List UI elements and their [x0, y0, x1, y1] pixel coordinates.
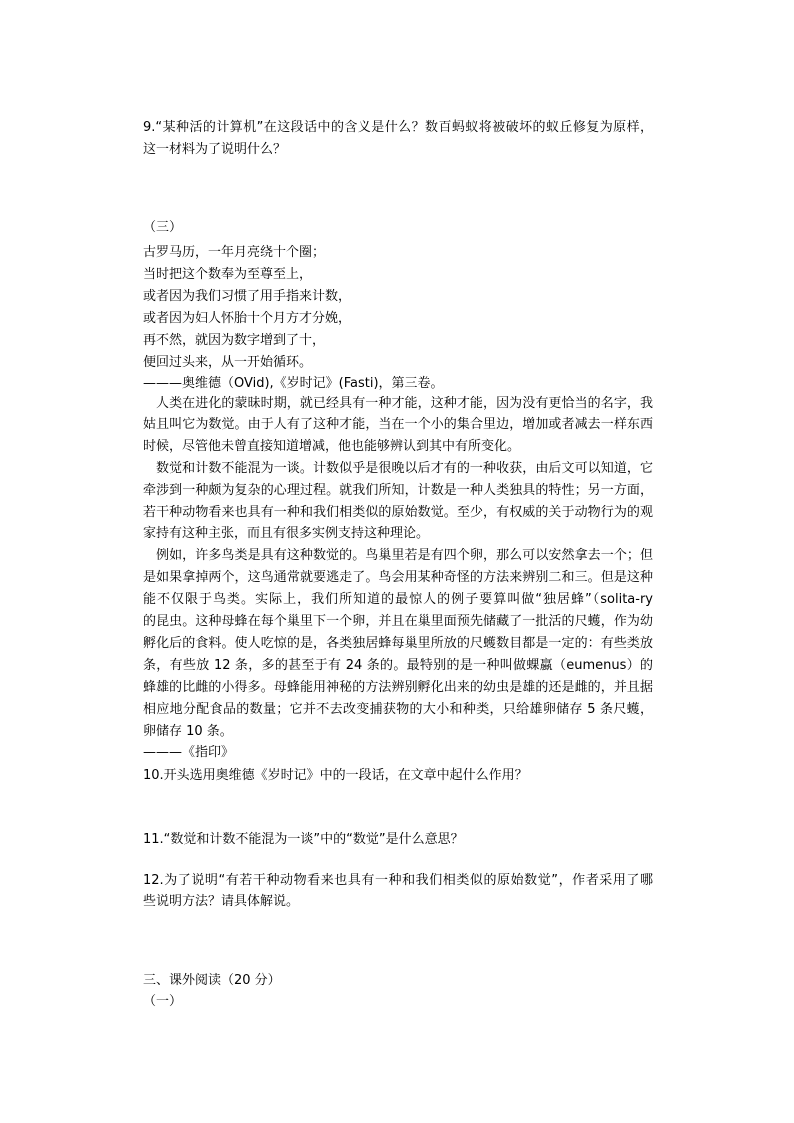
poem-line-6: 便回过头来，从一开始循环。 [143, 355, 313, 370]
paragraph-3-line-2: 是如果拿掉两个，这鸟通常就要逃走了。鸟会用某种奇怪的方法来辨别二和三。但是这种 [143, 570, 653, 585]
paragraph-1-line-2: 姑且叫它为数觉。由于人有了这种才能，当在一个小的集合里边，增加或者减去一样东西 [143, 417, 653, 432]
question-11: 11.“数觉和计数不能混为一谈”中的“数觉”是什么意思？ [143, 832, 464, 847]
paragraph-3-line-3: 能不仅限于鸟类。实际上，我们所知道的最惊人的例子要算叫做“独居蜂”（solita-ry [143, 592, 653, 607]
paragraph-3-line-1: 例如，许多鸟类是具有这种数觉的。鸟巢里若是有四个卵，那么可以安然拿去一个；但 [156, 548, 653, 563]
subsection-heading: （一） [143, 994, 183, 1009]
section-three-heading: （三） [143, 220, 183, 235]
poem-source: ———奥维德（OVid),《岁时记》(Fasti)，第三卷。 [143, 376, 444, 391]
paragraph-3-line-8: 相应地分配食品的数量；它并不去改变捕获物的大小和种类，只给雄卵储存 5 条尺蠖， [143, 702, 653, 717]
paragraph-1-line-3: 时候，尽管他未曾直接知道增减，他也能够辨认到其中有所变化。 [143, 439, 521, 454]
question-9-line-1: 9.“某种活的计算机”在这段话中的含义是什么？数百蚂蚁将被破坏的蚁丘修复为原样， [143, 120, 653, 135]
poem-line-2: 当时把这个数奉为至尊至上， [143, 267, 313, 282]
paragraph-2-line-3: 若干种动物看来也具有一种和我们相类似的原始数觉。至少，有权威的关于动物行为的观 [143, 505, 653, 520]
question-12-line-1: 12.为了说明“有若干种动物看来也具有一种和我们相类似的原始数觉”，作者采用了哪 [143, 873, 653, 888]
paragraph-3-line-4: 的昆虫。这种母蜂在每个巢里下一个卵，并且在巢里面预先储藏了一批活的尺蠖，作为幼 [143, 614, 653, 629]
paragraph-1-line-1: 人类在进化的蒙昧时期，就已经具有一种才能，这种才能，因为没有更恰当的名字，我 [156, 396, 653, 411]
section-heading: 三、课外阅读（20 分） [143, 973, 281, 988]
paragraph-2-line-2: 牵涉到一种颇为复杂的心理过程。就我们所知，计数是一种人类独具的特性；另一方面， [143, 483, 653, 498]
question-10: 10.开头选用奥维德《岁时记》中的一段话，在文章中起什么作用？ [143, 768, 528, 783]
paragraph-3-source: ———《指印》 [143, 745, 235, 760]
poem-line-3: 或者因为我们习惯了用手指来计数， [143, 289, 352, 304]
poem-line-1: 古罗马历，一年月亮绕十个圈； [143, 245, 326, 260]
paragraph-3-line-6: 条，有些放 12 条，多的甚至于有 24 条的。最特别的是一种叫做蜾蠃（eumenus）的 [143, 658, 653, 673]
paragraph-2-line-4: 家持有这种主张，而且有很多实例支持这种理论。 [143, 526, 430, 541]
paragraph-3-line-5: 孵化后的食料。使人吃惊的是，各类独居蜂每巢里所放的尺蠖数目都是一定的：有些类放 [143, 636, 653, 651]
question-9-line-2: 这一材料为了说明什么？ [143, 142, 287, 157]
poem-line-4: 或者因为妇人怀胎十个月方才分娩， [143, 311, 352, 326]
paragraph-3-line-9: 卵储存 10 条。 [143, 724, 233, 739]
paragraph-2-line-1: 数觉和计数不能混为一谈。计数似乎是很晚以后才有的一种收获，由后文可以知道，它 [156, 461, 653, 476]
poem-line-5: 再不然，就因为数字增到了十， [143, 333, 326, 348]
paragraph-3-line-7: 蜂雄的比雌的小得多。母蜂能用神秘的方法辨别孵化出来的幼虫是雄的还是雌的，并且据 [143, 680, 653, 695]
question-12-line-2: 些说明方法？请具体解说。 [143, 894, 300, 909]
